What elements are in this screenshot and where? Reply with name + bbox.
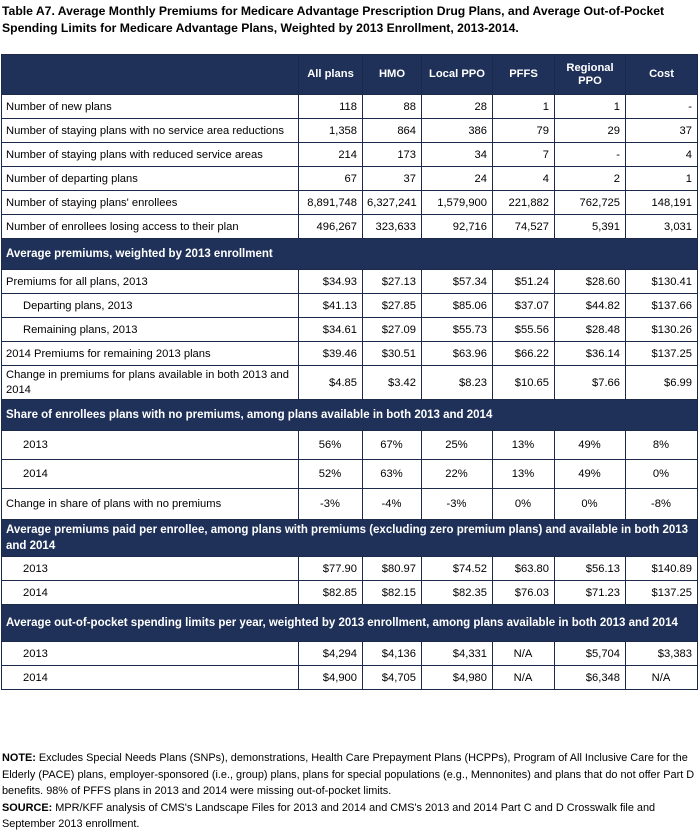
table-row (2, 167, 698, 191)
header-cost: Cost (626, 55, 698, 95)
cell: 49% (555, 460, 626, 489)
footnotes (2, 750, 696, 833)
row-label: 2014 (2, 666, 299, 690)
cell: $130.41 (626, 270, 698, 294)
row-label: Number of departing plans (2, 167, 299, 191)
cell: 28 (422, 95, 493, 119)
cell: $27.09 (363, 318, 422, 342)
section-heading: Average out-of-pocket spending limits per year, weighted by 2013 enrollment, among plans available in both 2013 and 2014 (2, 605, 698, 642)
cell: 79 (493, 119, 555, 143)
cell: 67 (299, 167, 363, 191)
cell: 0% (493, 489, 555, 520)
row-label: 2014 (2, 460, 299, 489)
source-label: SOURCE: (2, 801, 53, 814)
cell: 3,031 (626, 215, 698, 239)
cell: -3% (299, 489, 363, 520)
section-header-row (2, 239, 698, 270)
cell: 1 (626, 167, 698, 191)
table-row (2, 95, 698, 119)
row-label: Number of new plans (2, 95, 299, 119)
cell: $3,383 (626, 642, 698, 666)
cell: $10.65 (493, 366, 555, 400)
header-local-ppo: Local PPO (422, 55, 493, 95)
cell: 2 (555, 167, 626, 191)
cell: 8% (626, 431, 698, 460)
cell: $140.89 (626, 557, 698, 581)
table-row (2, 342, 698, 366)
premiums-table (1, 54, 698, 690)
cell: -8% (626, 489, 698, 520)
cell: 67% (363, 431, 422, 460)
cell: $4,705 (363, 666, 422, 690)
table-row (2, 143, 698, 167)
cell: 221,882 (493, 191, 555, 215)
cell: 0% (626, 460, 698, 489)
cell: 24 (422, 167, 493, 191)
cell: - (626, 95, 698, 119)
cell: 1,358 (299, 119, 363, 143)
cell: N/A (493, 666, 555, 690)
cell: 5,391 (555, 215, 626, 239)
cell: $55.73 (422, 318, 493, 342)
cell: 323,633 (363, 215, 422, 239)
cell: $44.82 (555, 294, 626, 318)
source-text: MPR/KFF analysis of CMS's Landscape Files for 2013 and 2014 and CMS's 2013 and 2014 Part C and D Crosswalk file and September 2013 enrollment. (2, 801, 656, 830)
cell: $28.48 (555, 318, 626, 342)
cell: 148,191 (626, 191, 698, 215)
section-heading: Average premiums, weighted by 2013 enrollment (2, 239, 698, 270)
cell: 1,579,900 (422, 191, 493, 215)
table-row (2, 366, 698, 400)
row-label: 2014 (2, 581, 299, 605)
row-label: Change in premiums for plans available in both 2013 and 2014 (2, 366, 299, 400)
cell: $6.99 (626, 366, 698, 400)
cell: 13% (493, 460, 555, 489)
cell: $137.25 (626, 581, 698, 605)
cell: $82.85 (299, 581, 363, 605)
row-label: Remaining plans, 2013 (2, 318, 299, 342)
cell: $7.66 (555, 366, 626, 400)
row-label: Number of staying plans with no service area reductions (2, 119, 299, 143)
cell: -4% (363, 489, 422, 520)
cell: 762,725 (555, 191, 626, 215)
cell: - (555, 143, 626, 167)
cell: $8.23 (422, 366, 493, 400)
table-row (2, 318, 698, 342)
table-row (2, 270, 698, 294)
row-label: 2013 (2, 642, 299, 666)
cell: $6,348 (555, 666, 626, 690)
header-all-plans: All plans (299, 55, 363, 95)
cell: $41.13 (299, 294, 363, 318)
cell: 92,716 (422, 215, 493, 239)
cell: $63.96 (422, 342, 493, 366)
section-heading: Share of enrollees plans with no premiums, among plans available in both 2013 and 2014 (2, 400, 698, 431)
row-label: Number of enrollees losing access to their plan (2, 215, 299, 239)
cell: $55.56 (493, 318, 555, 342)
cell: 4 (626, 143, 698, 167)
cell: $66.22 (493, 342, 555, 366)
row-label: Change in share of plans with no premiums (2, 489, 299, 520)
cell: 4 (493, 167, 555, 191)
table-row (2, 489, 698, 520)
cell: $74.52 (422, 557, 493, 581)
header-blank (2, 55, 299, 95)
section-heading: Average premiums paid per enrollee, among plans with premiums (excluding zero premium plans) and available in both 2013 and 2014 (2, 520, 698, 557)
cell: 34 (422, 143, 493, 167)
cell: $37.07 (493, 294, 555, 318)
cell: 0% (555, 489, 626, 520)
section-header-row (2, 520, 698, 557)
cell: 13% (493, 431, 555, 460)
cell: $4.85 (299, 366, 363, 400)
cell: 22% (422, 460, 493, 489)
source (2, 800, 696, 833)
cell: $3.42 (363, 366, 422, 400)
cell: $130.26 (626, 318, 698, 342)
note-label: NOTE: (2, 752, 36, 764)
cell: N/A (493, 642, 555, 666)
cell: $4,136 (363, 642, 422, 666)
cell: $80.97 (363, 557, 422, 581)
cell: $4,294 (299, 642, 363, 666)
cell: 56% (299, 431, 363, 460)
cell: $36.14 (555, 342, 626, 366)
header-row (2, 55, 698, 95)
cell: $5,704 (555, 642, 626, 666)
table-row (2, 191, 698, 215)
cell: $76.03 (493, 581, 555, 605)
table-row (2, 557, 698, 581)
cell: $30.51 (363, 342, 422, 366)
cell: $28.60 (555, 270, 626, 294)
cell: 214 (299, 143, 363, 167)
header-regional-ppo: Regional PPO (555, 55, 626, 95)
cell: $4,331 (422, 642, 493, 666)
cell: $63.80 (493, 557, 555, 581)
cell: $137.25 (626, 342, 698, 366)
table-row (2, 119, 698, 143)
cell: -3% (422, 489, 493, 520)
header-pffs: PFFS (493, 55, 555, 95)
cell: $34.93 (299, 270, 363, 294)
cell: 8,891,748 (299, 191, 363, 215)
cell: 63% (363, 460, 422, 489)
table-row (2, 431, 698, 460)
cell: 88 (363, 95, 422, 119)
cell: $82.35 (422, 581, 493, 605)
row-label: Premiums for all plans, 2013 (2, 270, 299, 294)
row-label: 2014 Premiums for remaining 2013 plans (2, 342, 299, 366)
row-label: Departing plans, 2013 (2, 294, 299, 318)
cell: 52% (299, 460, 363, 489)
cell: $71.23 (555, 581, 626, 605)
table-row (2, 666, 698, 690)
row-label: Number of staying plans' enrollees (2, 191, 299, 215)
cell: $51.24 (493, 270, 555, 294)
header-hmo: HMO (363, 55, 422, 95)
section-header-row (2, 605, 698, 642)
cell: $4,900 (299, 666, 363, 690)
table-title: Table A7. Average Monthly Premiums for Medicare Advantage Prescription Drug Plans, and Average Out-of-Pocket Spending Limits for Medicare Advantage Plans, Weighted by 2013 Enrollment, 2013-2014. (2, 4, 665, 35)
cell: 1 (555, 95, 626, 119)
cell: 864 (363, 119, 422, 143)
note-text: Excludes Special Needs Plans (SNPs), demonstrations, Health Care Prepayment Plans (HCPPs), Program of All Inclusive Care for the Elderly (PACE) plans, employer-sponsored (i.e., group) plans, plans for special populations (e.g., Mennonites) and plans that do not offer Part D benefits. 98% of PFFS plans in 2013 and 2014 were missing out-of-pocket limits. (2, 752, 695, 797)
cell: 496,267 (299, 215, 363, 239)
cell: 1 (493, 95, 555, 119)
cell: $27.13 (363, 270, 422, 294)
cell: $57.34 (422, 270, 493, 294)
section-header-row (2, 400, 698, 431)
table-row (2, 581, 698, 605)
cell: 118 (299, 95, 363, 119)
cell: 386 (422, 119, 493, 143)
cell: $56.13 (555, 557, 626, 581)
cell: 29 (555, 119, 626, 143)
table-row (2, 215, 698, 239)
cell: 49% (555, 431, 626, 460)
cell: 37 (363, 167, 422, 191)
cell: 6,327,241 (363, 191, 422, 215)
cell: 7 (493, 143, 555, 167)
cell: $39.46 (299, 342, 363, 366)
cell: $85.06 (422, 294, 493, 318)
cell: $4,980 (422, 666, 493, 690)
cell: 74,527 (493, 215, 555, 239)
table-row (2, 642, 698, 666)
cell: $77.90 (299, 557, 363, 581)
row-label: 2013 (2, 431, 299, 460)
cell: N/A (626, 666, 698, 690)
note (2, 750, 696, 800)
cell: $137.66 (626, 294, 698, 318)
cell: $27.85 (363, 294, 422, 318)
cell: 37 (626, 119, 698, 143)
row-label: 2013 (2, 557, 299, 581)
table-row (2, 460, 698, 489)
cell: $34.61 (299, 318, 363, 342)
cell: 25% (422, 431, 493, 460)
row-label: Number of staying plans with reduced service areas (2, 143, 299, 167)
table-row (2, 294, 698, 318)
cell: 173 (363, 143, 422, 167)
cell: $82.15 (363, 581, 422, 605)
